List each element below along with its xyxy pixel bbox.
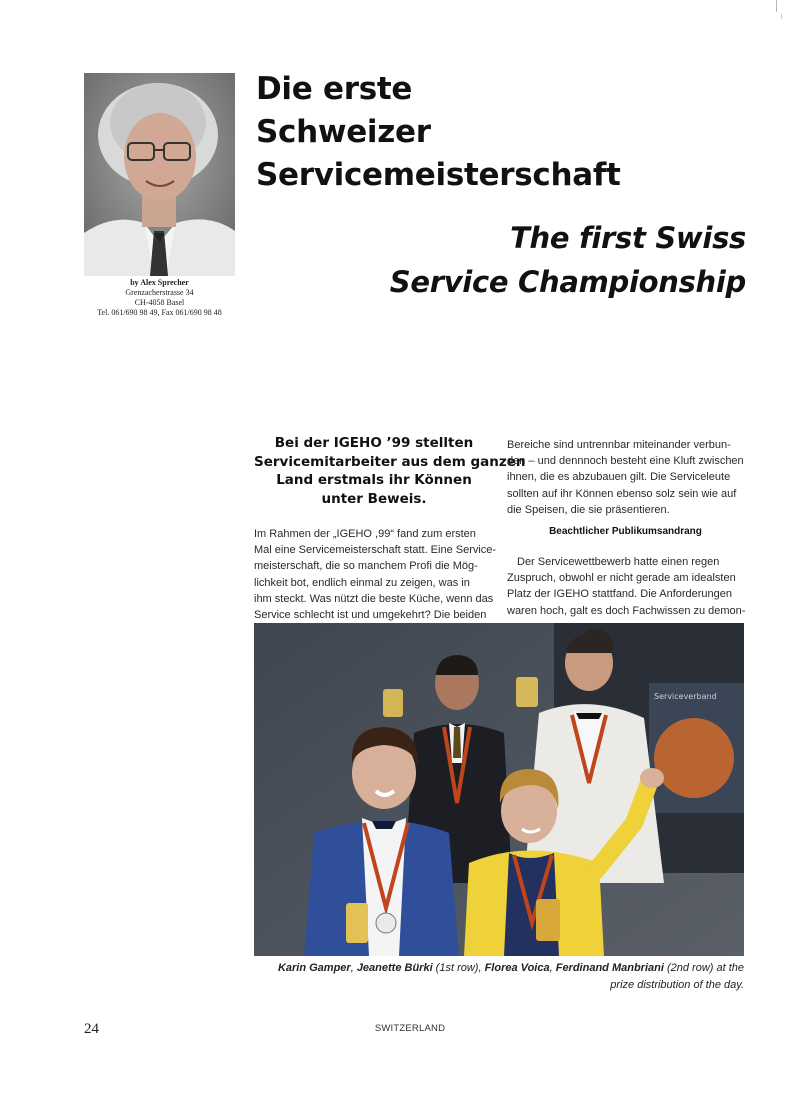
caption-name: Jeanette Bürki [356,962,433,974]
edge-mark [781,14,782,19]
body-line: meisterschaft, die so manchem Profi die Mög- [254,560,478,573]
lead-line: Bei der IGEHO ’99 stellten [274,435,474,451]
photo-banner-text: Serviceverband [654,692,717,701]
caption-name: Florea Voica [484,962,550,974]
body-line: Service schlecht ist und umgekehrt? Die beiden [254,609,487,622]
lead-line: Servicemitarbeiter aus dem ganzen [254,453,526,470]
title-german-line: Die erste [256,71,413,107]
caption-name: Karin Gamper [277,962,351,974]
body-line: ihm steckt. Was nützt die beste Küche, wenn das [254,592,494,605]
body-line: Bereiche sind untrennbar miteinander verbun- [507,439,731,451]
author-street: Grenzacherstrasse 34 [125,288,194,297]
body-line: sollten auf ihr Können ebenso solz sein wie auf [507,487,737,500]
caption-name: Ferdinand Manbriani [555,962,664,974]
edge-mark [776,0,777,12]
title-german-line: Servicemeisterschaft [256,157,621,193]
body-column-1 [254,526,497,623]
photo-caption [254,960,744,994]
title-german-line: Schweizer [256,114,431,150]
title-english-line: The first Swiss [510,221,746,255]
body-line: Zuspruch, obwohl er nicht gerade am idealsten [507,572,736,585]
body-line: die Speisen, die sie präsentieren. [507,503,670,516]
caption-separator: , [350,962,357,974]
author-photo [84,73,235,276]
body-line: ihnen, die es abzubauen gilt. Die Serviceleute [507,471,731,484]
body-column-2 [507,437,744,518]
title-english-line: Service Championship [389,265,746,299]
body-line: lichkeit bot, endlich einmal zu zeigen, was in [254,576,470,589]
page-number: 24 [84,1021,99,1037]
group-photo [254,623,744,956]
title-german [256,68,736,197]
lead-paragraph [254,434,526,508]
author-info [72,278,247,318]
caption-note: (1st row), [432,962,485,974]
caption-line-2: prize distribution of the day. [610,979,744,991]
section-subheading: Beachtlicher Publikumsandrang [549,526,702,537]
body-line: Im Rahmen der „IGEHO ,99“ fand zum ersten [254,528,476,540]
author-contact: Tel. 061/690 98 49, Fax 061/690 98 48 [97,308,222,317]
lead-line: Land erstmals ihr Können [276,472,472,488]
body-column-2-continued [507,554,744,619]
caption-note: (2nd row) at the [663,962,744,974]
body-line: waren hoch, galt es doch Fachwissen zu demon- [507,604,746,617]
author-city: CH-4058 Basel [134,298,185,307]
title-english [330,216,746,304]
body-line: Platz der IGEHO stattfand. Die Anforderungen [507,588,733,601]
author-by-line: by Alex Sprecher [130,278,189,287]
body-line: den – und dennnoch besteht eine Kluft zwischen [507,455,744,468]
body-line: Der Servicewettbewerb hatte einen regen [517,556,720,568]
lead-line: unter Beweis. [321,490,427,507]
body-line: Mal eine Servicemeisterschaft statt. Eine Service- [254,544,497,557]
running-footer: SWITZERLAND [374,1023,446,1034]
caption-separator: , [549,962,556,974]
